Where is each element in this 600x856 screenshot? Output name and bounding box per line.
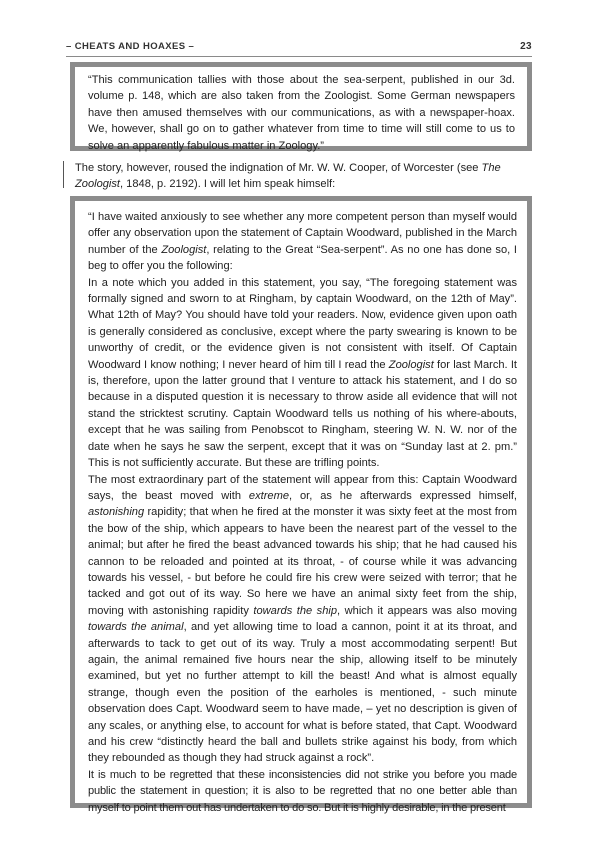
margin-marker bbox=[63, 161, 64, 188]
quote-box-cooper-letter bbox=[70, 196, 532, 814]
quote-box-editor-note bbox=[70, 62, 532, 151]
quote-paragraph-1: “I have waited anxiously to see whether any more competent person than myself would offer any observation upon the statement of Captain Woodward, published in the March number of the Zoologist, relating to the Great “Sea-serpent”. As no one has done so, I beg to offer you the following: bbox=[88, 211, 517, 273]
page-number: 23 bbox=[520, 41, 532, 52]
quote-paragraph-4: It is much to be regretted that these inconsistencies did not strike you before you made public the statement in question; it is also to be regretted that no one better able than myself to point them out has undertaken to do so. But it is highly desirable, in the present bbox=[88, 768, 517, 814]
running-title: – CHEATS AND HOAXES – bbox=[66, 41, 195, 52]
body-paragraph: The story, however, roused the indignation of Mr. W. W. Cooper, of Worcester (see The Zoologist, 1848, p. 2192). I will let him speak himself: bbox=[75, 162, 501, 191]
journal-title: The Zoologist bbox=[75, 162, 501, 191]
quote-paragraph: “This communication tallies with those about the sea-serpent, published in our 3d. volume p. 148, which are also taken from the Zoologist. Some German newspapers have then amused themselves with our communications, as with a newspaper-hoax. We, however, shall go on to gather whatever from time to time will still come to us to solve an apparently fabulous matter in Zoology.” bbox=[88, 74, 515, 152]
quote-paragraph-2: In a note which you added in this statement, you say, “The foregoing statement was formally signed and sworn to at Ringham, by captain Woodward, on the 12th of May”. What 12th of May? You should have told your readers. Now, evidence given upon oath is generally considered as conclusive, except where the party swearing is known to be unworthy of credit, or the evidence given is not consistent with itself. Of Captain Woodward I know nothing; I never heard of him till I read the Zoologist for last March. It is, therefore, upon the latter ground that I venture to attack his statement, and I do so because in a disputed question it is necessary to throw aside all evidence that will not stand the stricktest scrutiny. Captain Woodward tells us nothing of his where-abouts, except that he was sailing from Penobscot to Ringham, steering W. N. W. nor of the date when he says he saw the serpent, except that it was on “Sunday last at 2. pm.” This is not sufficiently accurate. But these are trifling points. bbox=[88, 276, 518, 470]
header-rule bbox=[66, 56, 532, 57]
running-header bbox=[66, 41, 532, 55]
quote-paragraph-3: The most extraordinary part of the statement will appear from this: Captain Woodward says, the beast moved with extreme, or, as he afterwards expressed himself, astonishing rapidity; that when he fired at the monster it was sixty feet at the most from the bow of the ship, which appears to have been the nearest part of the vessel to the animal; but after he fired the beast advanced towards his ship; that he had caused his cannon to be reloaded and pointed at its throat, - of course while it was advancing towards his vessel, - but before he could fire his crew were seized with terror; that he tacked and got out of its way. So here we have an animal sixty feet from the ship, moving with astonishing rapidity towards the ship, which it appears was also moving towards the animal, and yet allowing time to load a cannon, point it at its throat, and afterwards to tack to get out of its way. Truly a most accommodating serpent! But again, the animal remained five hours near the ship, allowing itself to be minutely examined, but yet no further attempt to kill the beast! And what is almost equally strange, though even the position of the earholes is mentioned, - such minute observation does Capt. Woodward seem to have made, – yet no description is given of any scales, or anything else, to account for what is before stated, that Capt. Woodward and his crew “distinctly heard the ball and bullets strike against his body, from which they rebounded as though they had struck against a rock”. bbox=[88, 473, 517, 765]
